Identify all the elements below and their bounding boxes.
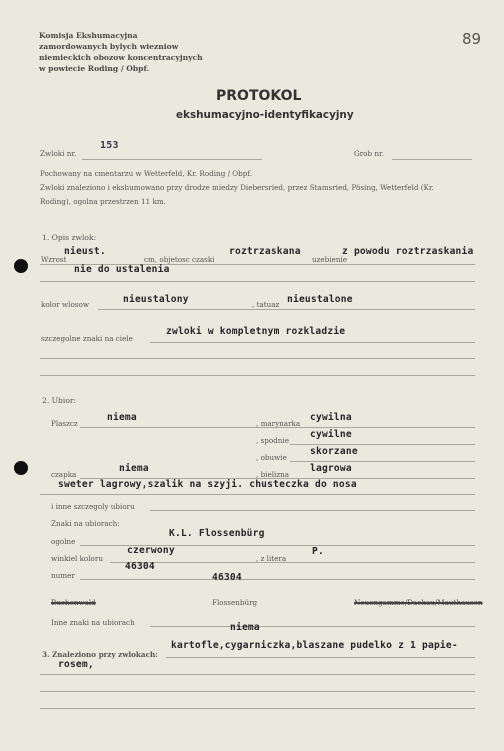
inne-label: Inne znaki na ubiorach [51, 618, 135, 627]
header-line-1: Komisja Ekshumacyjna [39, 31, 138, 40]
section1-heading: 1. Opis zwlok: [42, 233, 97, 242]
zwloki-label: Zwloki nr. [40, 149, 77, 158]
kolor-value: nieustalony [123, 294, 189, 305]
plaszcz-label: Plaszcz [51, 419, 78, 428]
section2-heading: 2. Ubior: [42, 396, 77, 405]
ogolne-label: ogolne [51, 537, 76, 546]
punch-hole-top [14, 259, 28, 273]
page-title: PROTOKOL [216, 88, 302, 104]
czapka-value: niema [119, 463, 149, 474]
section3-heading: 3. Znaleziono przy zwlokach: [42, 650, 158, 659]
bielizna-value: lagrowa [310, 463, 352, 474]
plaszcz-value: niema [107, 412, 137, 423]
header-line-4: w powiecie Roding / Obpf. [39, 64, 150, 73]
litera-value: P. [312, 546, 324, 557]
uzebienie-value-cont: nie do ustalenia [74, 264, 170, 275]
page-subtitle: ekshumacyjno-identyfikacyjny [176, 109, 354, 121]
punch-hole-bottom [14, 461, 28, 475]
cm-label: cm, objetosc czaski [144, 255, 215, 264]
header-line-2: zamordowanych bylych wiezniow [39, 42, 179, 51]
numer-value-2: 46304 [212, 572, 242, 583]
tatuaz-label: , tatuaz [252, 300, 280, 309]
znaki-ubiorach-label: Znaki na ubiorach: [51, 519, 120, 528]
buchenwald-label: Buchenwald [51, 598, 96, 607]
znaki-value: zwloki w kompletnym rozkladzie [166, 326, 346, 337]
intro-line-2: Zwloki znaleziono i ekshumowano przy drodze miedzy Diebersried, przez Stamsried, Pösing, Wetterfeld (Kr. [40, 183, 434, 192]
marynarka-value: cywilna [310, 412, 352, 423]
spodnie-label: , spodnie [256, 436, 289, 445]
extra-clothing-value: sweter lagrowy,szalik na szyji. chusteczka do nosa [58, 479, 357, 490]
zwloki-value: 153 [100, 140, 119, 151]
flossenburg-label: Flossenbürg [212, 598, 258, 607]
intro-line-1: Pochowany na cmentarzu w Wetterfeld, Kr. Roding / Obpf. [40, 169, 253, 178]
uzebienie-label: uzebienie [312, 255, 348, 264]
header-line-3: niemieckich obozow koncentracyjnych [39, 53, 203, 62]
wzrost-value: nieust. [64, 246, 106, 257]
inne-value: niema [230, 622, 260, 633]
bielizna-label: , bielizna [256, 470, 290, 479]
szczegoly-label: i inne szczegoly ubioru [51, 502, 135, 511]
znaki-label: szczegolne znaki na ciele [41, 334, 133, 343]
numer-label: numer [51, 571, 75, 580]
obuwie-label: , obuwie [256, 453, 287, 462]
uzebienie-value: z powodu roztrzaskania [342, 246, 474, 257]
page-number: 89 [462, 30, 482, 48]
obuwie-value: skorzane [310, 446, 358, 457]
wzrost-label: Wzrost [41, 255, 67, 264]
winkiel-value: czerwony [127, 545, 175, 556]
marynarka-label: , marynarka [256, 419, 301, 428]
litera-label: , z litera [256, 554, 287, 563]
winkiel-label: winkiel koloru [51, 554, 103, 563]
tatuaz-value: nieustalone [287, 294, 353, 305]
kolor-label: kolor wlosow [41, 300, 89, 309]
czaszka-value: roztrzaskana [229, 246, 301, 257]
ogolne-value: K.L. Flossenbürg [169, 528, 265, 539]
czapka-label: czapka [51, 470, 77, 479]
neuengamme-label: Neuengamme/Dachau/Mauthausen [354, 598, 483, 607]
spodnie-value: cywilne [310, 429, 352, 440]
intro-line-3: Roding), ogolna przestrzen 11 km. [40, 197, 166, 206]
section3-value-line2: rosem, [58, 659, 94, 670]
numer-value: 46304 [125, 561, 155, 572]
grob-label: Grob nr. [354, 149, 384, 158]
section3-value-line1: kartofle,cygarniczka,blaszane pudelko z 1 papie- [171, 640, 458, 651]
